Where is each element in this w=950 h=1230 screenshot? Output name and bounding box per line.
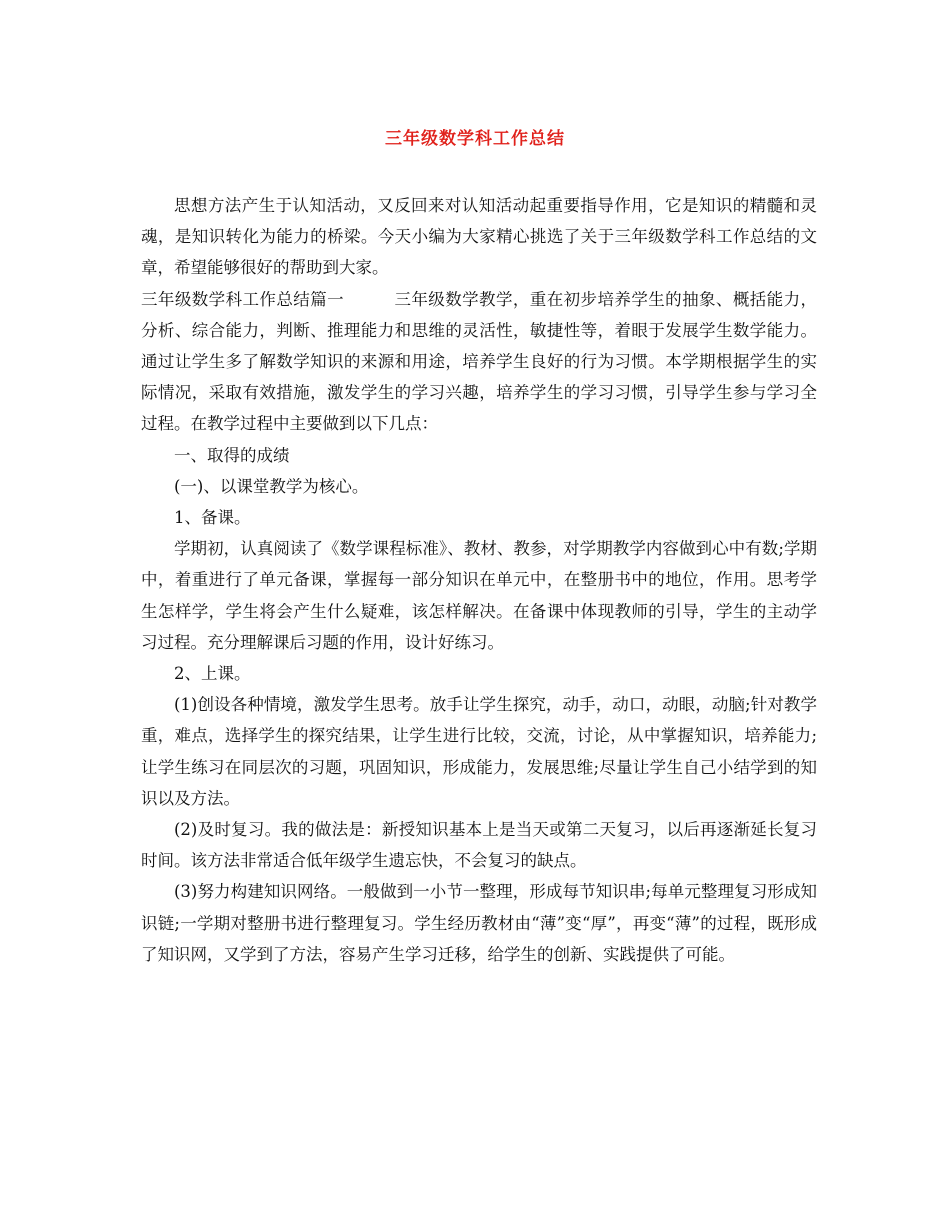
teaching-item-1: (1)创设各种情境，激发学生思考。放手让学生探究，动手，动口，动眼，动脑;针对教学重，难点，选择学生的探究结果，让学生进行比较，交流，讨论，从中掌握知识，培养能力;让学生练习在同层次的习题，巩固知识，形成能力，发展思维;尽量让学生自己小结学到的知识以及方法。	[141, 695, 817, 808]
intro-paragraph: 思想方法产生于认知活动，又反回来对认知活动起重要指导作用，它是知识的精髓和灵魂，是知识转化为能力的桥梁。今天小编为大家精心挑选了关于三年级数学科工作总结的文章，希望能够很好的帮助到大家。	[141, 196, 817, 278]
heading-lesson-prep: 1、备课。	[174, 508, 251, 528]
heading-achievements: 一、取得的成绩	[174, 445, 290, 465]
teaching-item-3: (3)努力构建知识网络。一般做到一小节一整理，形成每节知识串;每单元整理复习形成知识链;一学期对整册书进行整理复习。学生经历教材由“薄”变“厚”，再变“薄”的过程，既形成了知识网，又学到了方法，容易产生学习迁移，给学生的创新、实践提供了可能。	[141, 882, 817, 964]
heading-teaching: 2、上课。	[174, 664, 251, 684]
heading-classroom-core: (一)、以课堂教学为核心。	[174, 476, 369, 496]
section-paragraph	[141, 284, 817, 440]
section-text: 三年级数学教学，重在初步培养学生的抽象、概括能力，分析、综合能力，判断、推理能力和思维的灵活性，敏捷性等，着眼于发展学生数学能力。通过让学生多了解数学知识的来源和用途，培养学生良好的行为习惯。本学期根据学生的实际情况，采取有效措施，激发学生的学习兴趣，培养学生的学习习惯，引导学生参与学习全过程。在教学过程中主要做到以下几点：	[141, 289, 818, 434]
lesson-prep-paragraph: 学期初，认真阅读了《数学课程标准》、教材、教参，对学期教学内容做到心中有数;学期中，着重进行了单元备课，掌握每一部分知识在单元中，在整册书中的地位，作用。思考学生怎样学，学生将会产生什么疑难，该怎样解决。在备课中体现教师的引导，学生的主动学习过程。充分理解课后习题的作用，设计好练习。	[141, 539, 817, 652]
section-label: 三年级数学科工作总结篇一	[141, 289, 345, 309]
document-body	[141, 190, 817, 970]
teaching-item-2: (2)及时复习。我的做法是：新授知识基本上是当天或第二天复习，以后再逐渐延长复习时间。该方法非常适合低年级学生遗忘快，不会复习的缺点。	[141, 820, 817, 871]
document-title: 三年级数学科工作总结	[385, 129, 565, 149]
